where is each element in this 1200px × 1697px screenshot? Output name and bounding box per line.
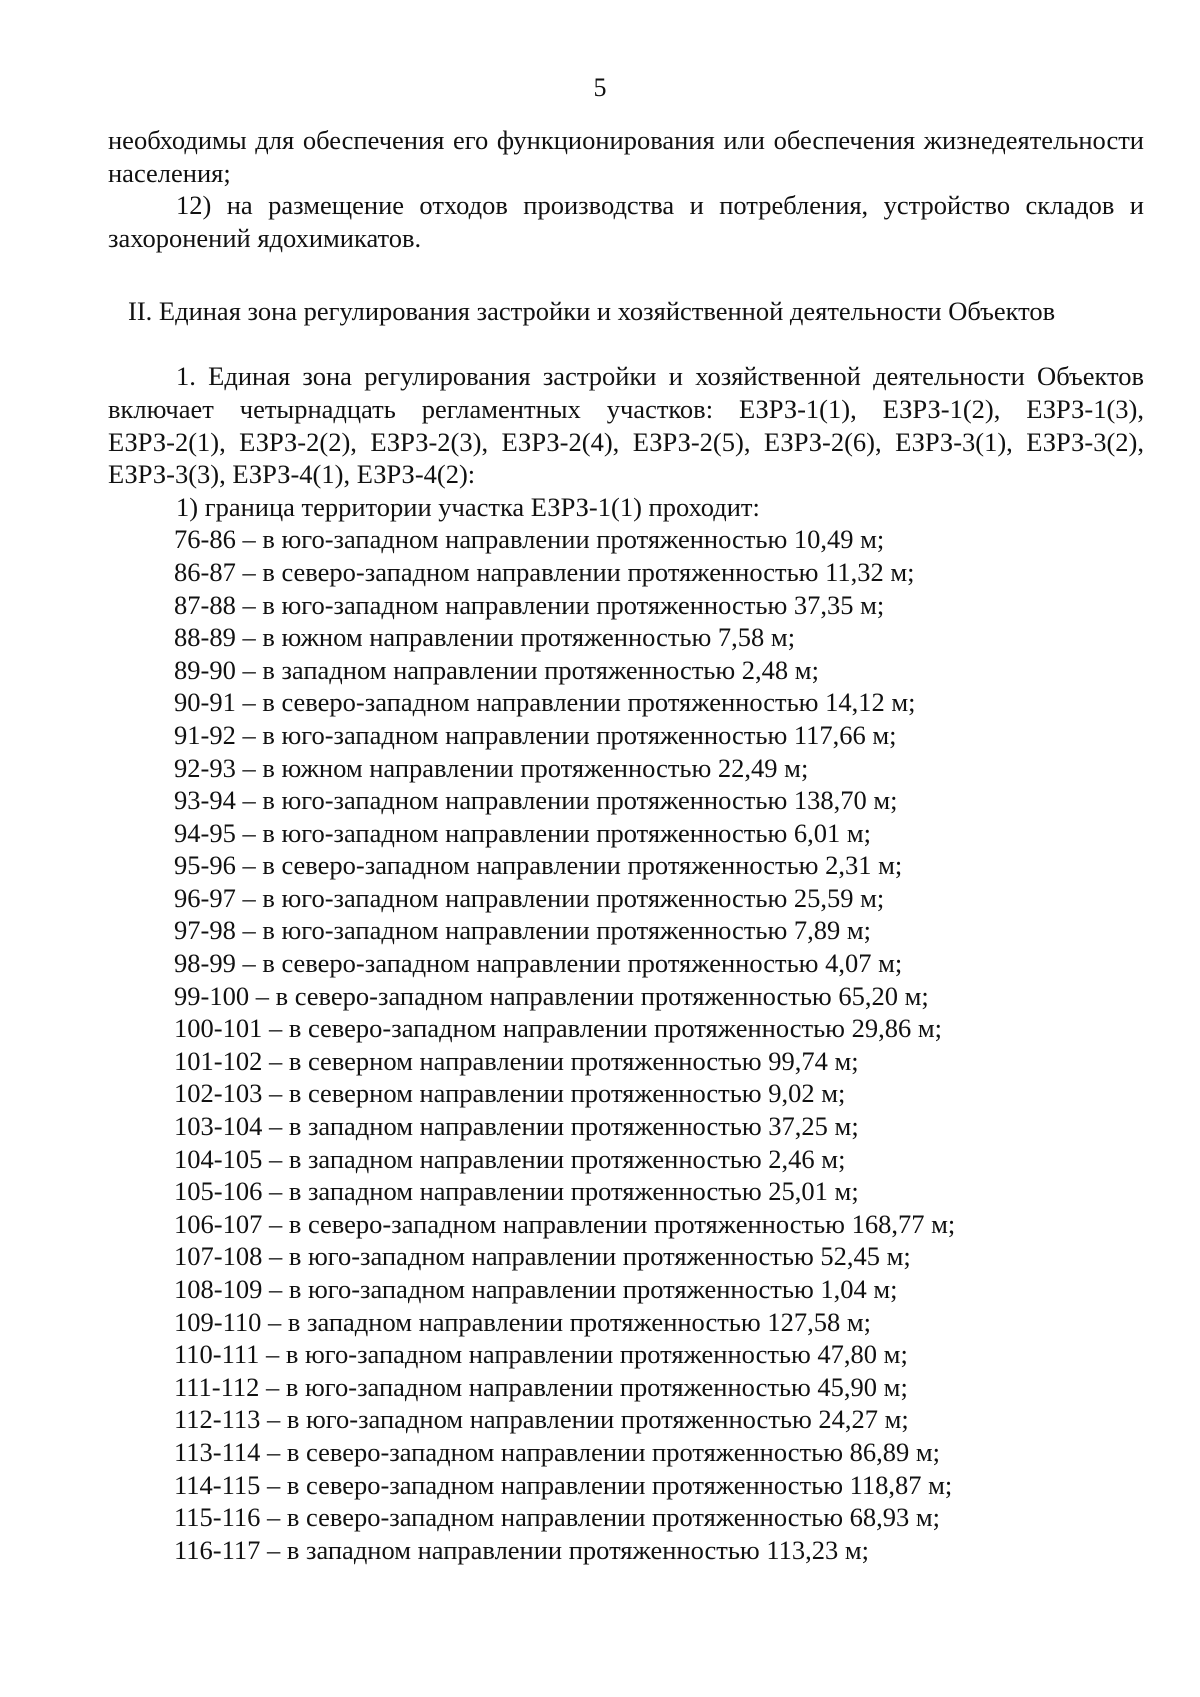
list-item: 90-91 – в северо-западном направлении протяженностью 14,12 м;	[174, 687, 916, 718]
document-body	[108, 124, 1144, 1566]
list-item: 108-109 – в юго-западном направлении протяженностью 1,04 м;	[174, 1274, 898, 1304]
list-item: 92-93 – в южном направлении протяженностью 22,49 м;	[174, 752, 809, 783]
list-item: 94-95 – в юго-западном направлении протяженностью 6,01 м;	[174, 817, 872, 848]
list-item: 91-92 – в юго-западном направлении протяженностью 117,66 м;	[174, 719, 897, 750]
list-item: 110-111 – в юго-западном направлении протяженностью 47,80 м;	[174, 1339, 908, 1370]
list-item: 109-110 – в западном направлении протяженностью 127,58 м;	[174, 1306, 871, 1337]
list-item: 103-104 – в западном направлении протяженностью 37,25 м;	[174, 1111, 859, 1142]
paragraph-continuation: необходимы для обеспечения его функционирования или обеспечения жизнедеятельности населения;	[108, 125, 1144, 188]
list-item: 105-106 – в западном направлении протяженностью 25,01 м;	[174, 1176, 859, 1207]
list-item: 89-90 – в западном направлении протяженностью 2,48 м;	[174, 654, 819, 685]
list-item: 87-88 – в юго-западном направлении протяженностью 37,35 м;	[174, 589, 885, 620]
list-item: 104-105 – в западном направлении протяженностью 2,46 м;	[174, 1143, 846, 1174]
list-item: 93-94 – в юго-западном направлении протяженностью 138,70 м;	[174, 785, 898, 816]
list-item: 96-97 – в юго-западном направлении протяженностью 25,59 м;	[174, 882, 885, 913]
list-item: 86-87 – в северо-западном направлении протяженностью 11,32 м;	[174, 556, 915, 587]
page-number: 5	[593, 73, 607, 102]
list-item: 99-100 – в северо-западном направлении протяженностью 65,20 м;	[174, 980, 929, 1011]
list-item: 106-107 – в северо-западном направлении протяженностью 168,77 м;	[174, 1208, 956, 1239]
list-item: 114-115 – в северо-западном направлении протяженностью 118,87 м;	[174, 1469, 953, 1500]
subheading-boundary: 1) граница территории участка ЕЗРЗ-1(1) проходит:	[176, 491, 760, 522]
section-heading: II. Единая зона регулирования застройки и хозяйственной деятельности Объектов	[128, 296, 1056, 327]
list-item: 100-101 – в северо-западном направлении протяженностью 29,86 м;	[174, 1013, 942, 1044]
list-item: 107-108 – в юго-западном направлении протяженностью 52,45 м;	[174, 1241, 911, 1272]
list-item: 113-114 – в северо-западном направлении протяженностью 86,89 м;	[174, 1436, 941, 1467]
boundary-segment-list	[108, 523, 1144, 1566]
list-item: 95-96 – в северо-западном направлении протяженностью 2,31 м;	[174, 850, 903, 881]
intro-paragraph: 1. Единая зона регулирования застройки и хозяйственной деятельности Объектов включает четырнадцать регламентных участков: ЕЗРЗ-1(1), ЕЗРЗ-1(2), ЕЗРЗ-1(3), ЕЗРЗ-2(1), ЕЗРЗ-2(2), ЕЗРЗ-2(3), ЕЗРЗ-2(4), ЕЗРЗ-2(5), ЕЗРЗ-2(6), ЕЗРЗ-3(1), ЕЗРЗ-3(2), ЕЗРЗ-3(3), ЕЗРЗ-4(1), ЕЗРЗ-4(2):	[108, 361, 1144, 490]
list-item: 115-116 – в северо-западном направлении протяженностью 68,93 м;	[174, 1502, 941, 1533]
list-item: 111-112 – в юго-западном направлении протяженностью 45,90 м;	[174, 1371, 908, 1402]
list-item: 102-103 – в северном направлении протяженностью 9,02 м;	[174, 1078, 846, 1109]
list-item: 98-99 – в северо-западном направлении протяженностью 4,07 м;	[174, 948, 903, 979]
list-item: 116-117 – в западном направлении протяженностью 113,23 м;	[174, 1534, 869, 1565]
paragraph-item-12: 12) на размещение отходов производства и потребления, устройство складов и захоронений ядохимикатов.	[108, 190, 1144, 253]
list-item: 101-102 – в северном направлении протяженностью 99,74 м;	[174, 1045, 859, 1076]
list-item: 88-89 – в южном направлении протяженностью 7,58 м;	[174, 622, 796, 653]
list-item: 76-86 – в юго-западном направлении протяженностью 10,49 м;	[174, 524, 885, 555]
list-item: 112-113 – в юго-западном направлении протяженностью 24,27 м;	[174, 1404, 909, 1435]
list-item: 97-98 – в юго-западном направлении протяженностью 7,89 м;	[174, 915, 872, 946]
